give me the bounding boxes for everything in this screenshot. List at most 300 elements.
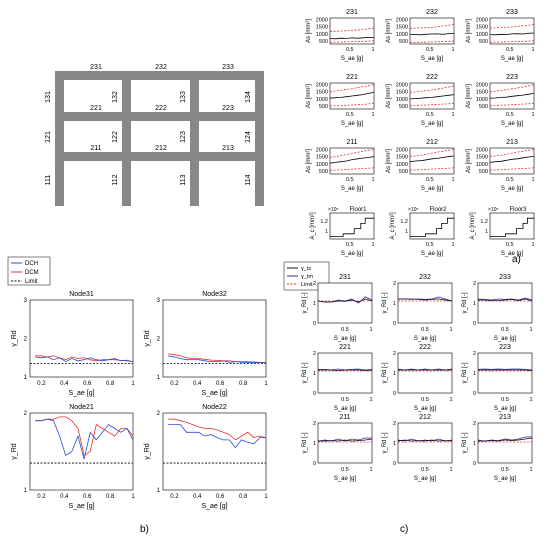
y-tick-label: 2	[312, 351, 316, 357]
frame-member-label: 123	[180, 131, 187, 143]
x-axis-label: S_ae [g]	[413, 476, 437, 482]
x-tick-label: 1	[451, 47, 455, 53]
y-tick-label: 500	[478, 104, 488, 111]
y-tick-label: 0	[472, 391, 476, 397]
y-tick-label: 1500	[395, 154, 408, 161]
y-axis-label: As [mm²]	[386, 84, 392, 108]
y-axis-label: γ_Rd [-]	[462, 362, 468, 384]
subplot-c-233	[462, 274, 533, 342]
x-tick-label: 1	[529, 327, 533, 333]
y-tick-label: 1	[472, 301, 476, 307]
frame-labels	[45, 64, 252, 186]
x-tick-label: 0.5	[425, 242, 434, 248]
y-tick-label: 3	[23, 298, 27, 304]
y-axis-label: γ_Rd [-]	[302, 432, 308, 454]
frame-member-label: 122	[112, 131, 119, 143]
y-tick-label: 0	[312, 391, 316, 397]
x-tick-label: 0.6	[216, 381, 225, 387]
subplot-b-Node31	[11, 291, 135, 397]
x-tick-label: 0.5	[501, 467, 509, 473]
x-axis-label: S_ae [g]	[500, 251, 524, 257]
subplot-axes	[30, 300, 133, 377]
y-tick-label: 2	[23, 411, 27, 417]
x-tick-label: 0.5	[501, 397, 509, 403]
x-tick-label: 1	[529, 397, 533, 403]
legend-b	[8, 257, 50, 285]
x-tick-label: 0.5	[425, 177, 434, 183]
x-tick-label: 1	[451, 112, 455, 118]
y-axis-label: As [mm²]	[306, 19, 312, 43]
subplot-a-231	[306, 9, 375, 62]
y-tick-label: 1	[324, 229, 328, 236]
x-axis-label: S_ae [g]	[420, 186, 444, 192]
x-tick-label: 1	[531, 242, 535, 248]
y-tick-label: 2000	[475, 147, 488, 154]
y-tick-label: 1	[23, 488, 27, 494]
x-tick-label: 0.5	[421, 327, 429, 333]
y-tick-label: 1	[312, 301, 316, 307]
subplot-title: Node32	[202, 291, 227, 298]
y-tick-label: 1	[404, 229, 408, 236]
x-axis-label: S_ae [g]	[413, 406, 437, 412]
y-axis-label: A_c [mm²]	[310, 212, 316, 240]
y-tick-label: 2	[156, 336, 160, 343]
x-tick-label: 1	[264, 494, 268, 500]
x-tick-label: 0.5	[505, 242, 514, 248]
x-tick-label: 1	[451, 242, 455, 248]
exponent-label: ×10⁵	[408, 207, 419, 213]
exponent-label: ×10⁵	[488, 207, 499, 213]
y-tick-label: 2000	[395, 17, 408, 24]
y-tick-label: 1	[312, 441, 316, 447]
y-tick-label: 2	[392, 421, 396, 427]
y-tick-label: 0	[392, 321, 396, 327]
subplot-c-221	[302, 344, 373, 412]
x-axis-label: S_ae [g]	[500, 121, 524, 127]
x-axis-label: S_ae [g]	[333, 336, 357, 342]
x-tick-label: 0.5	[341, 467, 349, 473]
y-tick-label: 1000	[475, 31, 488, 38]
x-tick-label: 1	[369, 397, 373, 403]
subplot-a-Floor2	[390, 207, 455, 257]
frame-member-label: 133	[180, 91, 187, 103]
x-tick-label: 0.6	[83, 494, 92, 500]
y-tick-label: 2000	[475, 17, 488, 24]
frame-column-2	[122, 71, 131, 206]
frame-member-label: 223	[222, 105, 234, 112]
subplot-title: 223	[506, 74, 518, 81]
subplot-axes	[490, 18, 534, 44]
x-tick-label: 0.5	[341, 397, 349, 403]
y-tick-label: 2000	[395, 147, 408, 154]
x-tick-label: 1	[131, 494, 135, 500]
y-tick-label: 2000	[475, 82, 488, 89]
subplot-title: 211	[346, 139, 358, 146]
legend-entry: Limit	[301, 282, 313, 288]
x-tick-label: 1	[529, 467, 533, 473]
y-tick-label: 2000	[315, 82, 328, 89]
x-axis-label: S_ae [g]	[500, 186, 524, 192]
frame-member-label: 212	[155, 145, 167, 152]
x-tick-label: 1	[449, 467, 453, 473]
subplot-title: Floor3	[509, 207, 527, 213]
subplot-axes	[318, 423, 372, 463]
frame-column-4	[255, 71, 264, 206]
legend-entry: γ_tm	[301, 274, 313, 280]
subplot-c-232	[382, 274, 453, 342]
subplot-title: Floor1	[349, 207, 367, 213]
frame-member-label: 134	[245, 91, 252, 103]
frame-member-label: 232	[155, 64, 167, 71]
frame-member-label: 233	[222, 64, 234, 71]
y-axis-label: γ_Rd	[11, 443, 18, 460]
y-tick-label: 2	[472, 281, 476, 287]
x-axis-label: S_ae [g]	[420, 56, 444, 62]
y-tick-label: 2	[312, 281, 316, 287]
subplot-c-211	[302, 414, 373, 482]
y-axis-label: As [mm²]	[306, 149, 312, 173]
subplot-title: Node22	[202, 404, 227, 411]
y-axis-label: A_c [mm²]	[390, 212, 396, 240]
frame-column-1	[55, 71, 64, 206]
chart-c	[284, 262, 533, 482]
y-tick-label: 1000	[475, 96, 488, 103]
frame-member-label: 113	[180, 174, 187, 186]
subplot-axes	[318, 353, 372, 393]
legend-entry: DCM	[25, 270, 39, 276]
panel-label-c: c)	[400, 524, 409, 535]
frame-member-label: 114	[245, 174, 252, 186]
y-tick-label: 1	[156, 375, 160, 381]
legend-entry: DCH	[25, 261, 38, 267]
y-axis-label: γ_Rd [-]	[382, 432, 388, 454]
frame-diagram	[55, 71, 264, 206]
subplot-title: Node31	[69, 291, 94, 298]
y-axis-label: A_c [mm²]	[470, 212, 476, 240]
x-axis-label: S_ae [g]	[340, 56, 364, 62]
y-tick-label: 1000	[395, 161, 408, 168]
x-axis-label: S_ae [g]	[493, 406, 517, 412]
x-tick-label: 0.4	[193, 494, 202, 500]
y-axis-label: As [mm²]	[466, 84, 472, 108]
y-tick-label: 2	[472, 421, 476, 427]
y-tick-label: 0	[392, 391, 396, 397]
x-axis-label: S_ae [g]	[500, 56, 524, 62]
y-tick-label: 1	[392, 441, 396, 447]
y-tick-label: 2000	[315, 17, 328, 24]
subplot-b-Node32	[144, 291, 268, 397]
y-axis-label: γ_Rd [-]	[462, 292, 468, 314]
x-tick-label: 1	[131, 381, 135, 387]
x-tick-label: 0.5	[501, 327, 509, 333]
subplot-c-222	[382, 344, 453, 412]
x-tick-label: 1	[371, 177, 375, 183]
frame-column-3	[190, 71, 199, 206]
y-tick-label: 2000	[315, 147, 328, 154]
frame-member-label: 231	[90, 64, 102, 71]
y-axis-label: γ_Rd [-]	[382, 362, 388, 384]
y-axis-label: As [mm²]	[306, 84, 312, 108]
subplot-title: 222	[419, 344, 431, 351]
subplot-title: 233	[499, 274, 511, 281]
y-tick-label: 1.2	[320, 218, 328, 225]
subplot-axes	[330, 18, 374, 44]
y-tick-label: 1000	[315, 161, 328, 168]
y-tick-label: 2	[156, 411, 160, 417]
y-axis-label: γ_Rd	[11, 330, 18, 347]
x-tick-label: 0.2	[37, 381, 46, 387]
subplot-b-Node21	[11, 404, 135, 510]
subplot-a-Floor1	[310, 207, 375, 257]
x-tick-label: 0.5	[345, 112, 354, 118]
x-tick-label: 1	[371, 112, 375, 118]
subplot-title: 231	[339, 274, 351, 281]
y-tick-label: 1	[312, 371, 316, 377]
x-tick-label: 1	[531, 112, 535, 118]
y-axis-label: As [mm²]	[466, 19, 472, 43]
x-tick-label: 1	[449, 397, 453, 403]
y-tick-label: 2000	[395, 82, 408, 89]
subplot-title: 213	[499, 414, 511, 421]
x-tick-label: 0.8	[105, 494, 115, 500]
x-tick-label: 0.4	[60, 381, 69, 387]
subplot-a-213	[466, 139, 535, 192]
frame-member-label: 213	[222, 145, 234, 152]
x-tick-label: 0.4	[193, 381, 202, 387]
x-tick-label: 0.5	[425, 112, 434, 118]
frame-member-label: 111	[45, 174, 52, 186]
x-tick-label: 0.5	[425, 47, 434, 53]
x-axis-label: S_ae [g]	[333, 476, 357, 482]
y-tick-label: 500	[398, 104, 408, 111]
y-tick-label: 1	[472, 441, 476, 447]
y-tick-label: 2	[392, 351, 396, 357]
subplot-axes	[398, 353, 452, 393]
subplot-title: 211	[339, 414, 351, 421]
frame-member-label: 131	[45, 91, 52, 103]
y-axis-label: As [mm²]	[466, 149, 472, 173]
x-tick-label: 0.6	[83, 381, 92, 387]
subplot-axes	[478, 423, 532, 463]
y-tick-label: 2	[392, 281, 396, 287]
y-tick-label: 0	[312, 321, 316, 327]
subplot-title: 221	[339, 344, 351, 351]
x-tick-label: 1	[449, 327, 453, 333]
x-tick-label: 0.5	[421, 397, 429, 403]
x-tick-label: 0.2	[37, 494, 46, 500]
x-tick-label: 1	[369, 467, 373, 473]
subplot-title: 232	[419, 274, 431, 281]
y-tick-label: 1	[156, 488, 160, 494]
subplot-a-233	[466, 9, 535, 62]
panel-label-b: b)	[140, 524, 149, 535]
x-tick-label: 0.5	[505, 47, 514, 53]
subplot-title: 213	[506, 139, 518, 146]
x-tick-label: 0.8	[105, 381, 115, 387]
y-tick-label: 1000	[315, 96, 328, 103]
subplot-a-232	[386, 9, 455, 62]
y-axis-label: γ_Rd	[144, 443, 151, 460]
x-tick-label: 0.5	[505, 177, 514, 183]
y-tick-label: 3	[156, 298, 160, 304]
subplot-title: 223	[499, 344, 511, 351]
chart-b	[8, 257, 268, 510]
y-tick-label: 1	[23, 375, 27, 381]
y-axis-label: γ_Rd [-]	[382, 292, 388, 314]
y-tick-label: 1500	[395, 24, 408, 31]
y-tick-label: 1000	[315, 31, 328, 38]
x-tick-label: 0.4	[60, 494, 69, 500]
subplot-axes	[398, 283, 452, 323]
subplot-a-212	[386, 139, 455, 192]
frame-beam-roof	[55, 71, 264, 80]
legend-entry: Limit	[25, 279, 38, 285]
x-tick-label: 0.5	[345, 177, 354, 183]
x-axis-label: S_ae [g]	[420, 121, 444, 127]
x-tick-label: 1	[451, 177, 455, 183]
x-tick-label: 0.2	[170, 381, 179, 387]
y-tick-label: 1	[472, 371, 476, 377]
frame-member-label: 124	[245, 131, 252, 143]
y-tick-label: 0	[312, 461, 316, 467]
subplot-title: 231	[346, 9, 358, 16]
x-tick-label: 1	[369, 327, 373, 333]
subplot-title: 232	[426, 9, 438, 16]
y-tick-label: 1.2	[480, 218, 488, 225]
subplot-axes	[330, 148, 374, 174]
x-tick-label: 0.5	[341, 327, 349, 333]
subplot-c-223	[462, 344, 533, 412]
legend-entry: γ_ts	[301, 266, 312, 272]
subplot-c-231	[302, 274, 373, 342]
x-axis-label: S_ae [g]	[201, 503, 228, 510]
subplot-c-213	[462, 414, 533, 482]
subplot-axes	[330, 213, 374, 239]
y-tick-label: 2	[312, 421, 316, 427]
y-tick-label: 1500	[315, 24, 328, 31]
y-axis-label: γ_Rd [-]	[302, 292, 308, 314]
frame-member-label: 121	[45, 131, 52, 143]
frame-member-label: 222	[155, 105, 167, 112]
x-tick-label: 0.8	[238, 381, 248, 387]
y-tick-label: 1500	[315, 154, 328, 161]
y-tick-label: 1500	[395, 89, 408, 96]
y-tick-label: 1000	[395, 96, 408, 103]
subplot-title: 212	[426, 139, 438, 146]
subplot-a-222	[386, 74, 455, 127]
x-axis-label: S_ae [g]	[340, 251, 364, 257]
subplot-title: 212	[419, 414, 431, 421]
y-tick-label: 1000	[395, 31, 408, 38]
x-axis-label: S_ae [g]	[201, 390, 228, 397]
subplot-title: Floor2	[429, 207, 447, 213]
subplot-axes	[410, 213, 454, 239]
chart-a	[306, 9, 535, 257]
y-tick-label: 1	[392, 371, 396, 377]
subplot-axes	[490, 148, 534, 174]
y-axis-label: As [mm²]	[386, 19, 392, 43]
x-axis-label: S_ae [g]	[340, 121, 364, 127]
y-tick-label: 2	[472, 351, 476, 357]
subplot-a-221	[306, 74, 375, 127]
x-axis-label: S_ae [g]	[68, 503, 95, 510]
x-tick-label: 0.5	[505, 112, 514, 118]
frame-member-label: 221	[90, 105, 102, 112]
y-tick-label: 1.2	[400, 218, 408, 225]
subplot-a-Floor3	[470, 207, 535, 257]
subplot-axes	[318, 283, 372, 323]
y-axis-label: γ_Rd [-]	[462, 432, 468, 454]
y-tick-label: 500	[318, 169, 328, 176]
y-axis-label: γ_Rd [-]	[302, 362, 308, 384]
panel-label-a: a)	[512, 254, 521, 265]
y-tick-label: 0	[392, 461, 396, 467]
x-axis-label: S_ae [g]	[413, 336, 437, 342]
y-tick-label: 500	[478, 39, 488, 46]
y-tick-label: 500	[398, 169, 408, 176]
subplot-axes	[398, 423, 452, 463]
x-tick-label: 0.5	[345, 47, 354, 53]
y-tick-label: 500	[478, 169, 488, 176]
subplot-title: 221	[346, 74, 358, 81]
x-tick-label: 1	[531, 47, 535, 53]
x-axis-label: S_ae [g]	[333, 406, 357, 412]
subplot-title: Node21	[69, 404, 94, 411]
x-tick-label: 0.8	[238, 494, 248, 500]
x-tick-label: 1	[531, 177, 535, 183]
exponent-label: ×10⁵	[328, 207, 339, 213]
y-axis-label: As [mm²]	[386, 149, 392, 173]
y-axis-label: γ_Rd	[144, 330, 151, 347]
y-tick-label: 1500	[475, 154, 488, 161]
subplot-b-Node22	[144, 404, 268, 510]
y-tick-label: 1500	[475, 24, 488, 31]
subplot-c-212	[382, 414, 453, 482]
subplot-a-223	[466, 74, 535, 127]
y-tick-label: 500	[318, 104, 328, 111]
x-tick-label: 0.6	[216, 494, 225, 500]
x-tick-label: 0.2	[170, 494, 179, 500]
x-tick-label: 0.5	[421, 467, 429, 473]
frame-beam-floor2	[55, 112, 264, 121]
frame-beam-floor1	[55, 152, 264, 161]
y-tick-label: 500	[318, 39, 328, 46]
y-tick-label: 1000	[475, 161, 488, 168]
y-tick-label: 500	[398, 39, 408, 46]
subplot-axes	[410, 18, 454, 44]
frame-member-label: 211	[90, 145, 102, 152]
frame-member-label: 132	[112, 91, 119, 103]
x-tick-label: 1	[371, 242, 375, 248]
subplot-axes	[163, 300, 266, 377]
subplot-axes	[490, 213, 534, 239]
y-tick-label: 2	[23, 336, 27, 343]
x-tick-label: 0.5	[345, 242, 354, 248]
y-tick-label: 0	[472, 461, 476, 467]
x-axis-label: S_ae [g]	[493, 476, 517, 482]
subplot-title: 222	[426, 74, 438, 81]
x-tick-label: 1	[264, 381, 268, 387]
y-tick-label: 1500	[475, 89, 488, 96]
frame-member-label: 112	[112, 174, 119, 186]
x-axis-label: S_ae [g]	[68, 390, 95, 397]
subplot-axes	[478, 353, 532, 393]
x-axis-label: S_ae [g]	[420, 251, 444, 257]
y-tick-label: 1	[392, 301, 396, 307]
x-axis-label: S_ae [g]	[340, 186, 364, 192]
subplot-axes	[30, 413, 133, 490]
y-tick-label: 1	[484, 229, 488, 236]
